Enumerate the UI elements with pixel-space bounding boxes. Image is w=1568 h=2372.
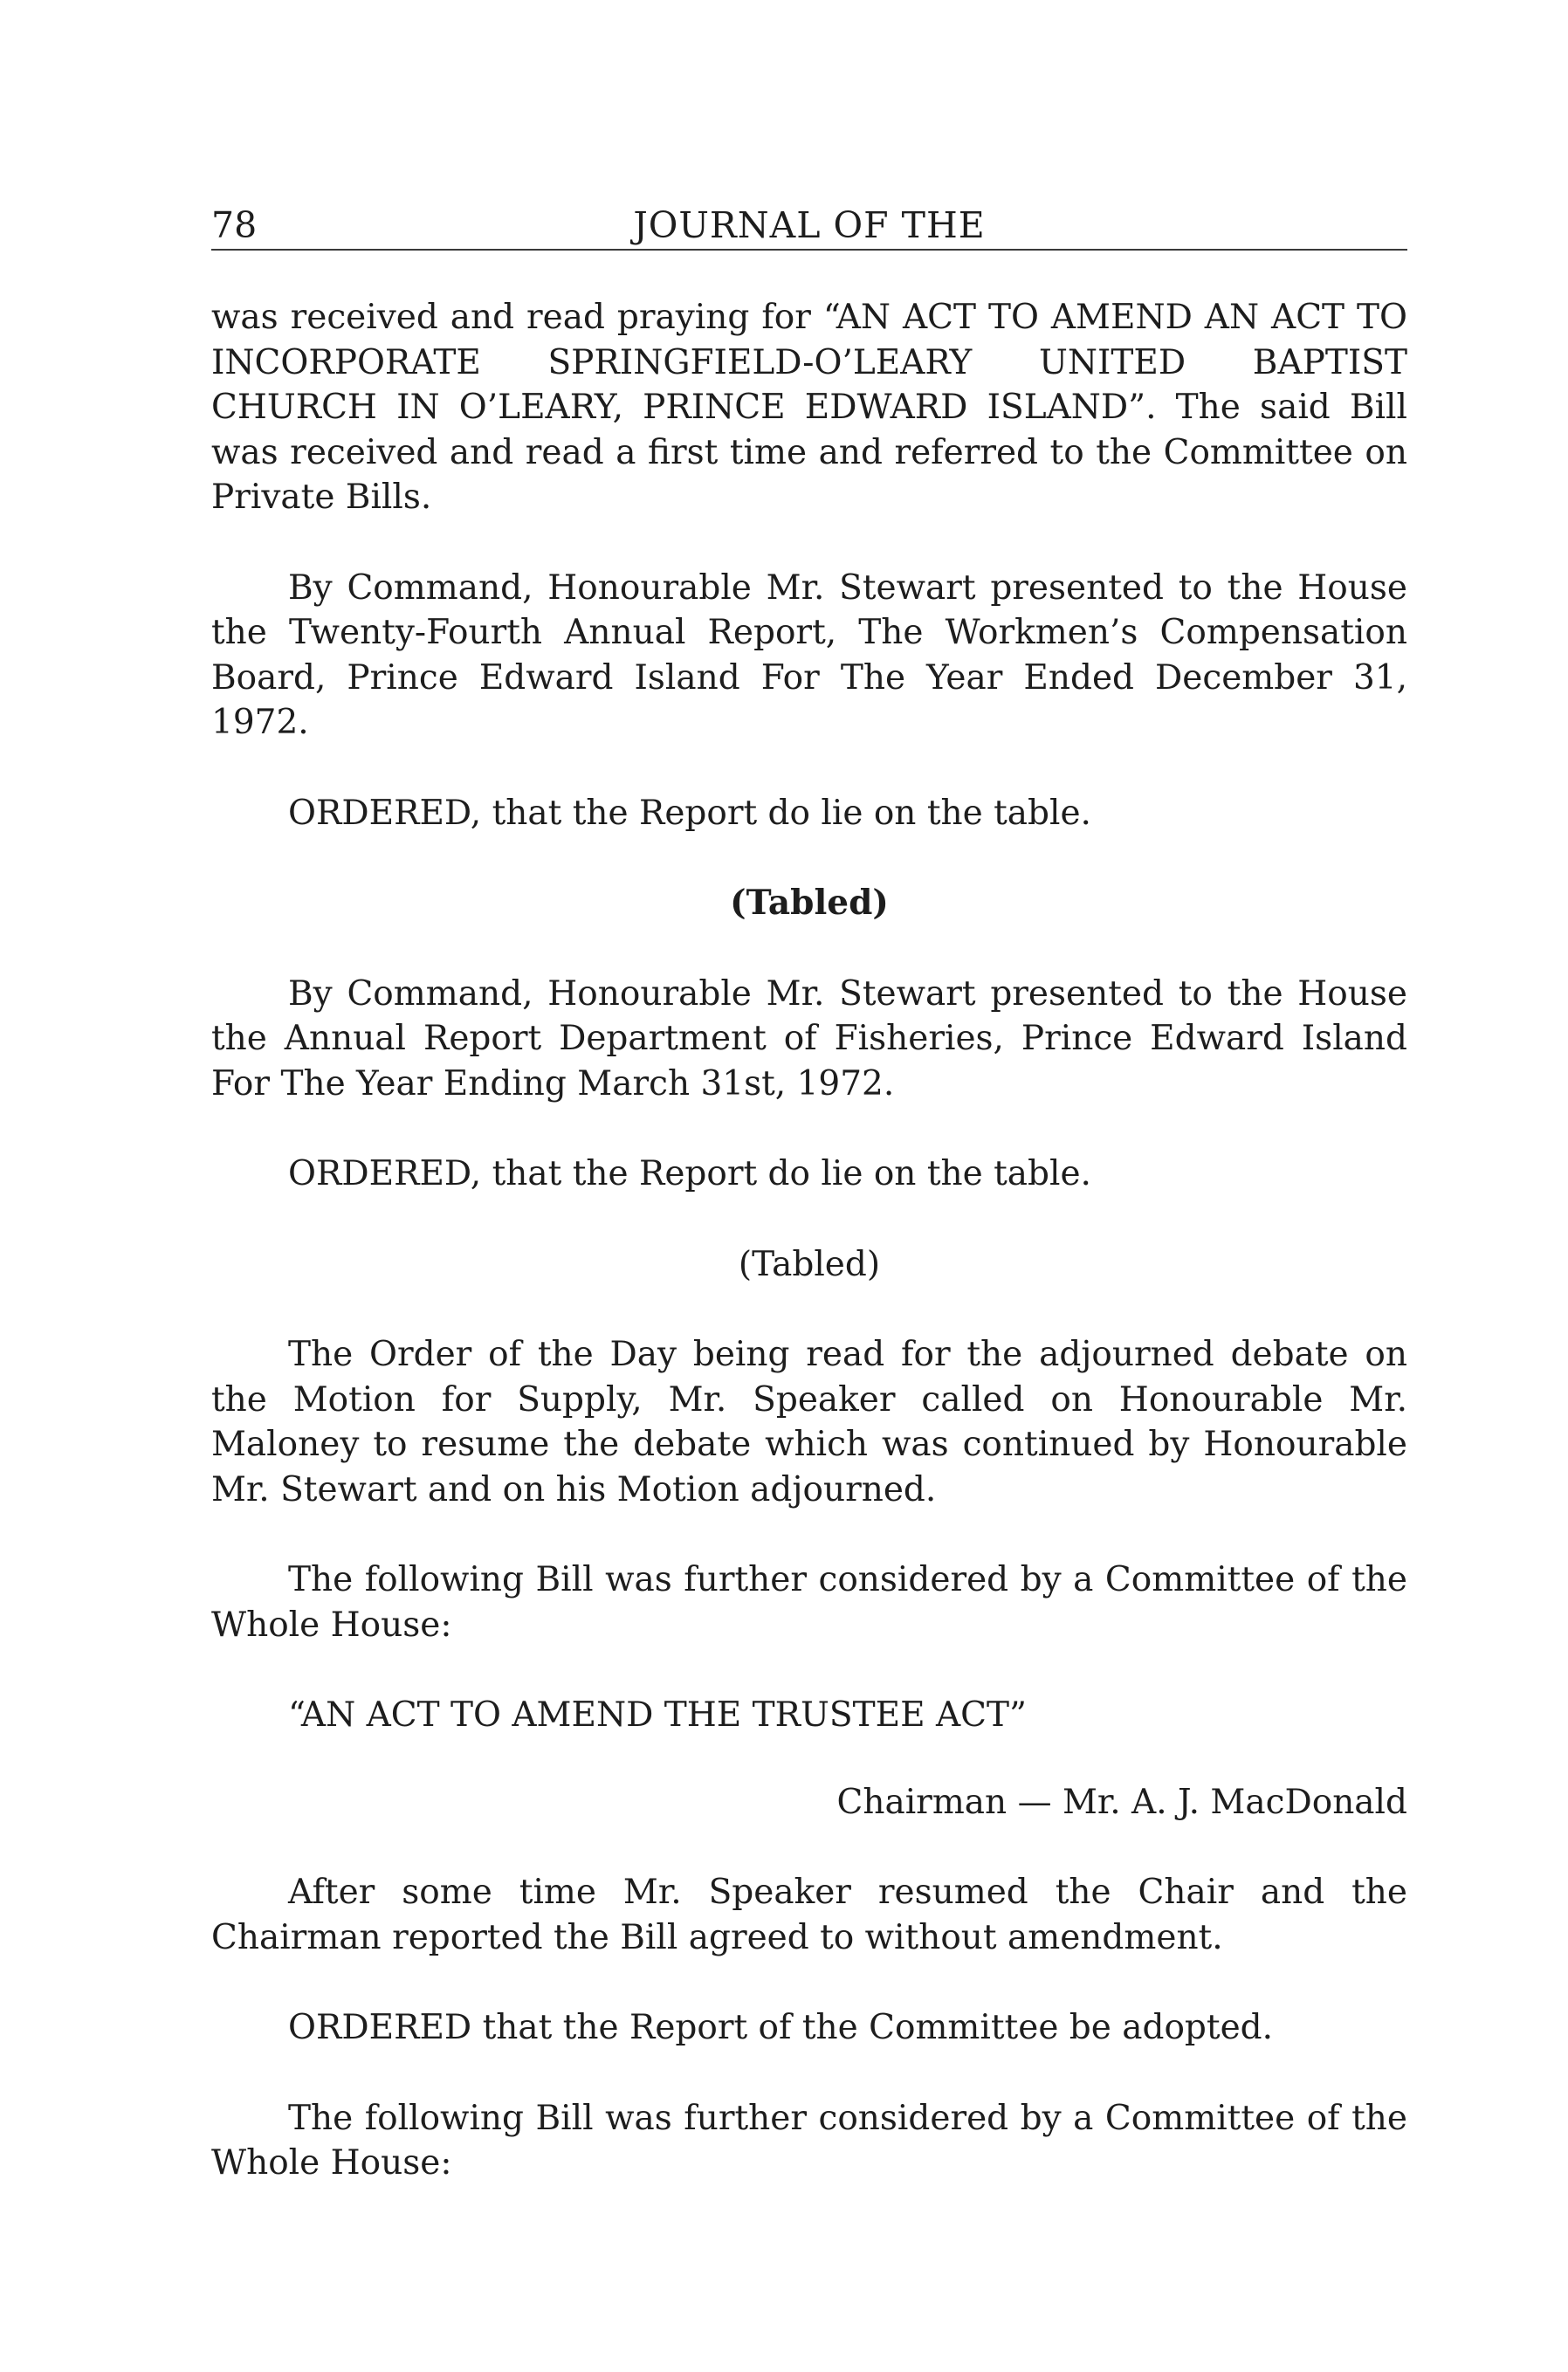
paragraph-report-adopted: ORDERED that the Report of the Committee be adopted.	[288, 2008, 1274, 2047]
paragraph-committee-whole-house-2: The following Bill was further considered by a Committee of the Whole House:	[211, 2098, 1407, 2183]
page-header	[211, 199, 1407, 251]
paragraph-speaker-resumed: After some time Mr. Speaker resumed the Chair and the Chairman reported the Bill agreed to without amendment.	[211, 1873, 1407, 1957]
paragraph-petition-bill: was received and read praying for “AN ACT TO AMEND AN ACT TO INCORPORATE SPRINGFIELD-O’LEARY UNITED BAPTIST CHURCH IN O’LEARY, PRINCE EDWARD ISLAND”. The said Bill was received and read a first time and referred to the Committee on Private Bills.	[211, 298, 1407, 517]
paragraph-order-of-the-day: The Order of the Day being read for the adjourned debate on the Motion for Supply, Mr. Speaker called on Honourable Mr. Maloney to resume the debate which was continued by Honourable Mr. Stewart and on his Motion adjourned.	[211, 1335, 1407, 1509]
bill-title-trustee-act: “AN ACT TO AMEND THE TRUSTEE ACT”	[288, 1695, 1027, 1735]
paragraph-ordered-lie-on-table-2: ORDERED, that the Report do lie on the table.	[288, 1154, 1091, 1193]
paragraph-committee-whole-house: The following Bill was further considered by a Committee of the Whole House:	[211, 1560, 1407, 1645]
paragraph-ordered-lie-on-table: ORDERED, that the Report do lie on the table.	[288, 793, 1091, 833]
paragraph-workmens-compensation-report: By Command, Honourable Mr. Stewart presented to the House the Twenty-Fourth Annual Report, The Workmen’s Compensation Board, Prince Edward Island For The Year Ended December 31, 1972.	[211, 567, 1407, 742]
running-title: JOURNAL OF THE	[633, 204, 986, 246]
tabled-label-2: (Tabled)	[738, 1244, 881, 1284]
chairman-line: Chairman — Mr. A. J. MacDonald	[836, 1782, 1407, 1822]
journal-body	[211, 295, 1407, 2186]
tabled-label: (Tabled)	[730, 883, 889, 923]
page-number: 78	[211, 204, 258, 246]
paragraph-fisheries-report: By Command, Honourable Mr. Stewart presented to the House the Annual Report Department of Fisheries, Prince Edward Island For The Year Ending March 31st, 1972.	[211, 973, 1407, 1103]
header-rule	[211, 249, 1407, 251]
